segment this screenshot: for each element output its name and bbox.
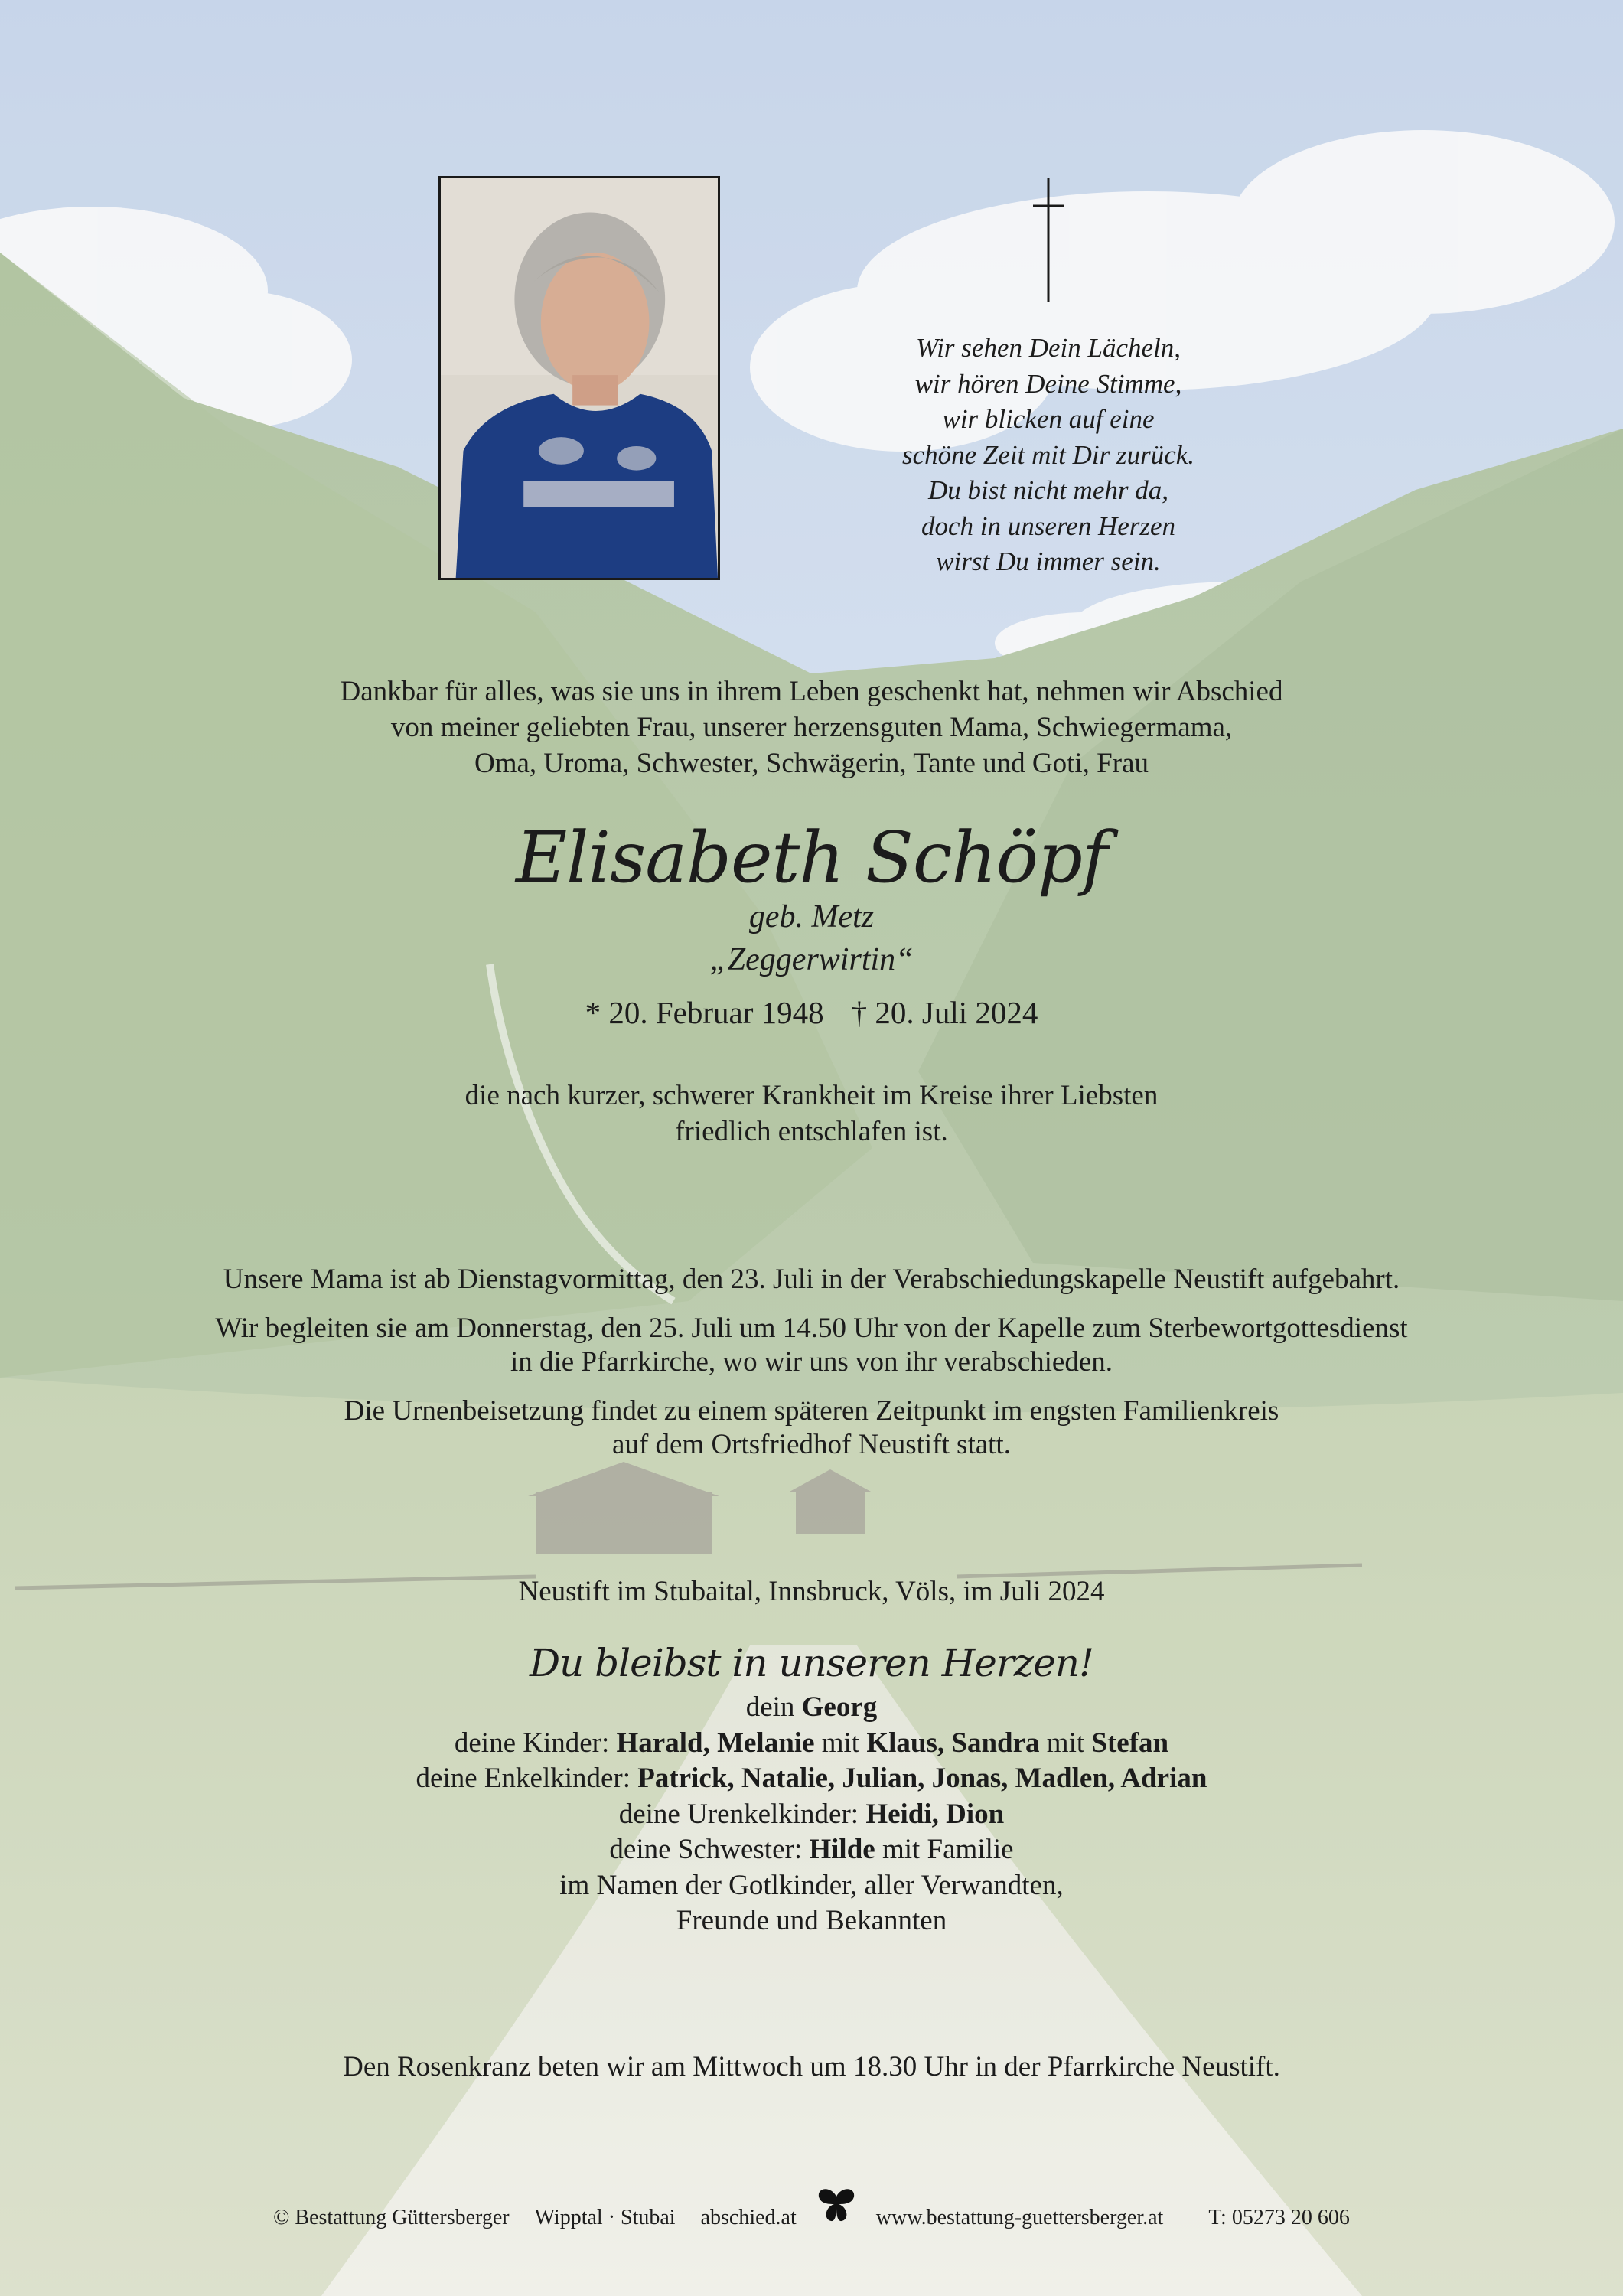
rosary-info [0, 2049, 1623, 2086]
poem-line: Du bist nicht mehr da, [927, 475, 1168, 505]
burial-line: auf dem Ortsfriedhof Neustift statt. [612, 1429, 1011, 1460]
footer [0, 2187, 1623, 2237]
passing-text [0, 1078, 1623, 1150]
family-husband: dein Georg [745, 1691, 878, 1723]
portrait-image [441, 178, 718, 578]
viewing-info [0, 1261, 1623, 1298]
poem-line: wir blicken auf eine [942, 404, 1155, 434]
place-date-line: Neustift im Stubaital, Innsbruck, Völs, im Juli 2024 [518, 1576, 1105, 1607]
nickname: „Zeggerwirtin“ [709, 942, 914, 977]
burial-info [0, 1394, 1623, 1462]
service-info [0, 1312, 1623, 1379]
poem-line: wirst Du immer sein. [936, 546, 1161, 576]
poem [819, 331, 1278, 580]
passing-line: friedlich entschlafen ist. [675, 1116, 948, 1147]
family-sister: deine Schwester: Hilde mit Familie [609, 1834, 1014, 1865]
footer-website[interactable]: www.bestattung-guettersberger.at [875, 2205, 1164, 2229]
birth-name-block [0, 895, 1623, 981]
intro-line: Dankbar für alles, was sie uns in ihrem Leben geschenkt hat, nehmen wir Abschied [340, 676, 1283, 707]
poem-line: doch in unseren Herzen [921, 510, 1176, 541]
footer-phone: T: 05273 20 606 [1208, 2205, 1350, 2229]
footer-region: Wipptal · Stubai [534, 2205, 676, 2229]
cross-icon [1031, 178, 1065, 302]
family-greatgrandchildren: deine Urenkelkinder: Heidi, Dion [618, 1798, 1005, 1830]
portrait-photo [438, 176, 720, 580]
footer-site-short[interactable]: abschied.at [700, 2205, 797, 2229]
place-date [0, 1574, 1623, 1610]
family-others-line: im Namen der Gotlkinder, aller Verwandten, [559, 1869, 1064, 1901]
poem-line: Wir sehen Dein Lächeln, [915, 333, 1181, 363]
service-line: in die Pfarrkirche, wo wir uns von ihr verabschieden. [510, 1346, 1113, 1378]
family-children: deine Kinder: Harald, Melanie mit Klaus, Sandra mit Stefan [454, 1727, 1169, 1759]
service-line: Wir begleiten sie am Donnerstag, den 25. Juli um 14.50 Uhr von der Kapelle zum Sterbewortgottesdienst [215, 1313, 1408, 1344]
family-list [0, 1690, 1623, 1939]
poem-line: schöne Zeit mit Dir zurück. [901, 439, 1195, 470]
death-date: † 20. Juli 2024 [851, 995, 1038, 1030]
intro-line: von meiner geliebten Frau, unserer herzensguten Mama, Schwiegermama, [390, 712, 1233, 743]
burial-line: Die Urnenbeisetzung findet zu einem späteren Zeitpunkt im engsten Familienkreis [344, 1395, 1279, 1427]
birth-date: * 20. Februar 1948 [585, 995, 824, 1030]
husband-name: Georg [801, 1691, 878, 1723]
poem-line: wir hören Deine Stimme, [914, 368, 1182, 399]
intro-line: Oma, Uroma, Schwester, Schwägerin, Tante und Goti, Frau [474, 748, 1149, 779]
rosary-line: Den Rosenkranz beten wir am Mittwoch um 18.30 Uhr in der Pfarrkirche Neustift. [343, 2051, 1280, 2082]
life-dates [0, 992, 1623, 1033]
birth-name: geb. Metz [748, 899, 875, 934]
passing-line: die nach kurzer, schwerer Krankheit im Kreise ihrer Liebsten [464, 1080, 1159, 1111]
viewing-line: Unsere Mama ist ab Dienstagvormittag, den 23. Juli in der Verabschiedungskapelle Neustift aufgebahrt. [223, 1264, 1400, 1295]
family-others-line: Freunde und Bekannten [676, 1905, 947, 1936]
closing-phrase: Du bleibst in unseren Herzen! [529, 1641, 1094, 1685]
intro-text [0, 673, 1623, 781]
footer-copyright: © Bestattung Güttersberger [273, 2205, 510, 2229]
deceased-name: Elisabeth Schöpf [515, 817, 1107, 899]
butterfly-icon [816, 2187, 857, 2223]
family-grandchildren: deine Enkelkinder: Patrick, Natalie, Julian, Jonas, Madlen, Adrian [416, 1763, 1207, 1794]
